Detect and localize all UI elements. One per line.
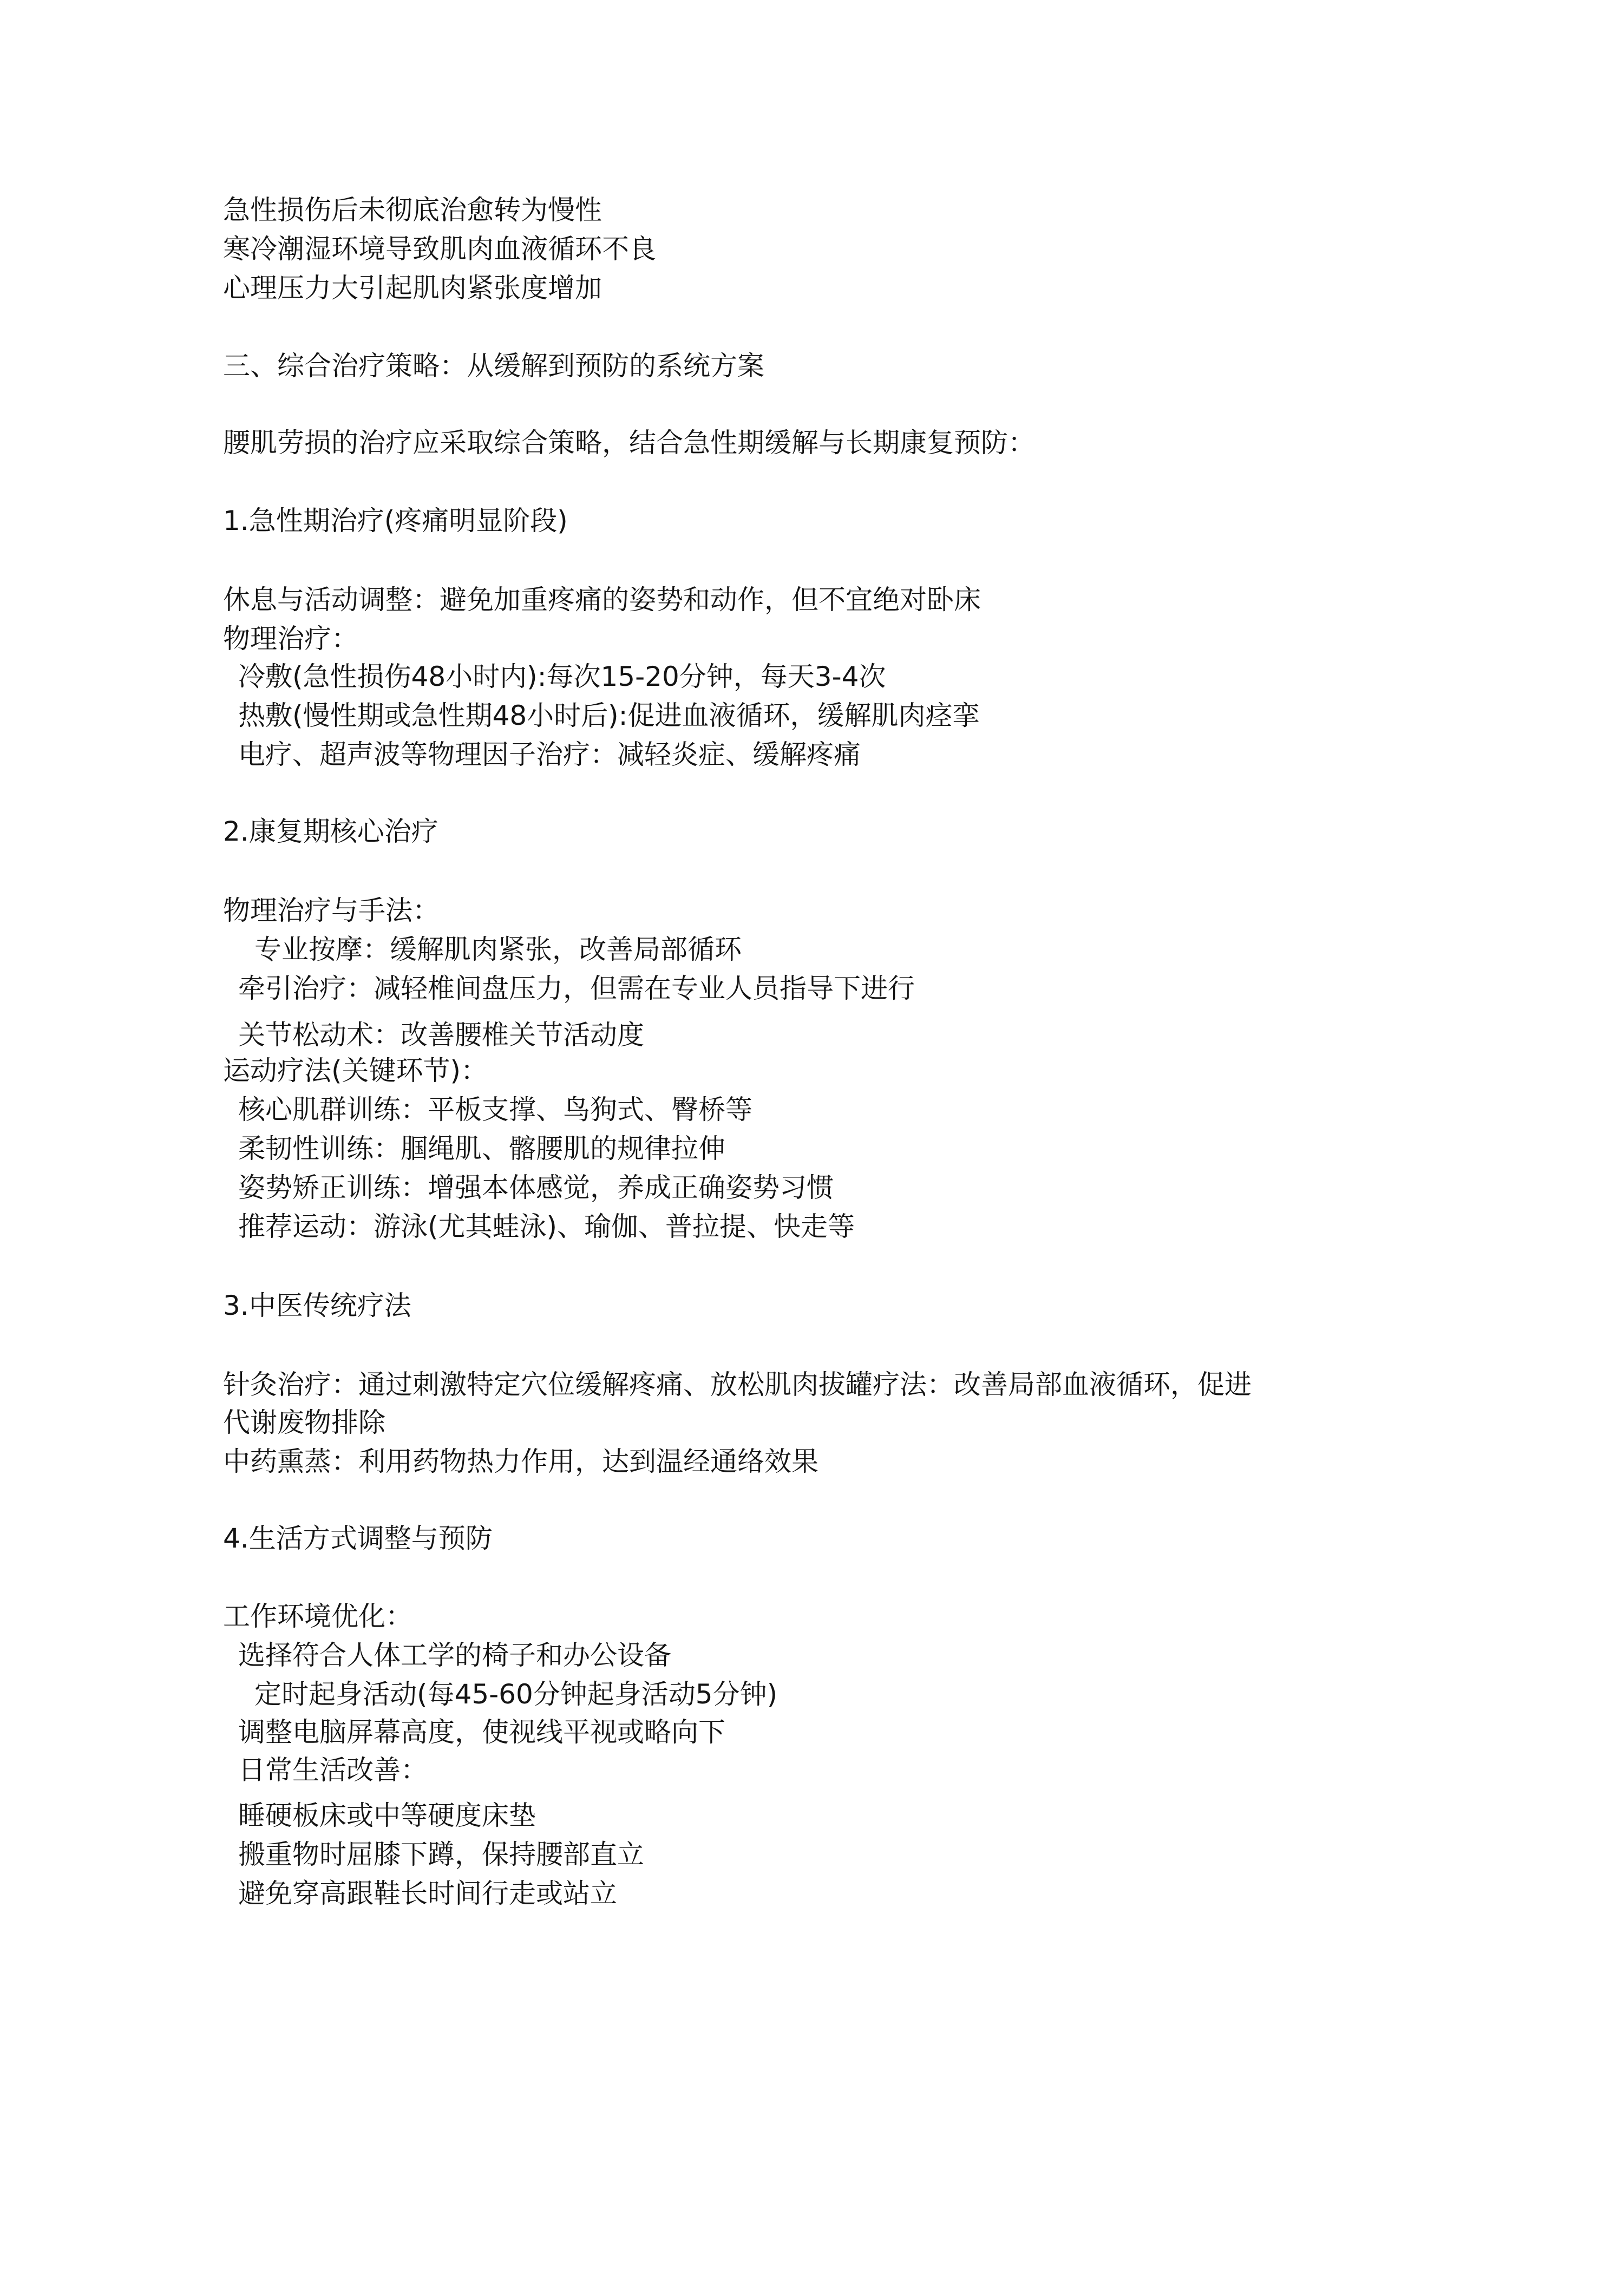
cause-item: 心理压力大引起肌肉紧张度增加: [223, 272, 602, 304]
list-label: 物理治疗与手法：: [223, 895, 440, 926]
list-item: 避免穿高跟鞋长时间行走或站立: [238, 1878, 617, 1909]
list-item: 牵引治疗：减轻椎间盘压力，但需在专业人员指导下进行: [238, 973, 915, 1004]
list-item: 定时起身活动(每45-60分钟起身活动5分钟): [254, 1679, 778, 1710]
list-label: 运动疗法(关键环节)：: [223, 1055, 488, 1086]
list-item: 专业按摩：缓解肌肉紧张，改善局部循环: [254, 934, 742, 965]
list-label: 日常生活改善：: [238, 1754, 428, 1786]
cause-item: 寒冷潮湿环境导致肌肉血液循环不良: [223, 233, 656, 265]
list-item: 睡硬板床或中等硬度床垫: [238, 1800, 536, 1831]
subsection-heading: 1.急性期治疗(疼痛明显阶段): [223, 505, 568, 536]
list-label: 物理治疗：: [223, 623, 358, 654]
list-item: 姿势矫正训练：增强本体感觉，养成正确姿势习惯: [238, 1172, 834, 1203]
list-item: 核心肌群训练：平板支撑、鸟狗式、臀桥等: [238, 1094, 752, 1125]
list-label: 工作环境优化：: [223, 1601, 412, 1632]
list-item: 关节松动术：改善腰椎关节活动度: [238, 1019, 644, 1051]
list-item: 电疗、超声波等物理因子治疗：减轻炎症、缓解疼痛: [238, 739, 861, 770]
list-item: 选择符合人体工学的椅子和办公设备: [238, 1640, 671, 1671]
list-item: 调整电脑屏幕高度，使视线平视或略向下: [238, 1716, 725, 1748]
subsection-heading: 4.生活方式调整与预防: [223, 1523, 493, 1554]
paragraph: 代谢废物排除: [223, 1407, 385, 1438]
subsection-heading: 2.康复期核心治疗: [223, 816, 438, 847]
section-heading: 三、综合治疗策略：从缓解到预防的系统方案: [223, 350, 764, 382]
subsection-heading: 3.中医传统疗法: [223, 1290, 411, 1321]
paragraph: 针灸治疗：通过刺激特定穴位缓解疼痛、放松肌肉拔罐疗法：改善局部血液循环，促进: [223, 1369, 1252, 1400]
cause-item: 急性损伤后未彻底治愈转为慢性: [223, 194, 602, 226]
list-item: 推荐运动：游泳(尤其蛙泳)、瑜伽、普拉提、快走等: [238, 1211, 855, 1242]
list-item: 热敷(慢性期或急性期48小时后):促进血液循环，缓解肌肉痉挛: [238, 700, 980, 731]
paragraph: 中药熏蒸：利用药物热力作用，达到温经通络效果: [223, 1446, 818, 1477]
section-intro: 腰肌劳损的治疗应采取综合策略，结合急性期缓解与长期康复预防：: [223, 427, 1035, 458]
list-item: 搬重物时屈膝下蹲，保持腰部直立: [238, 1839, 644, 1870]
list-item: 冷敷(急性损伤48小时内):每次15-20分钟，每天3-4次: [238, 661, 886, 692]
list-item: 柔韧性训练：腘绳肌、髂腰肌的规律拉伸: [238, 1133, 725, 1164]
paragraph: 休息与活动调整：避免加重疼痛的姿势和动作，但不宜绝对卧床: [223, 584, 981, 615]
